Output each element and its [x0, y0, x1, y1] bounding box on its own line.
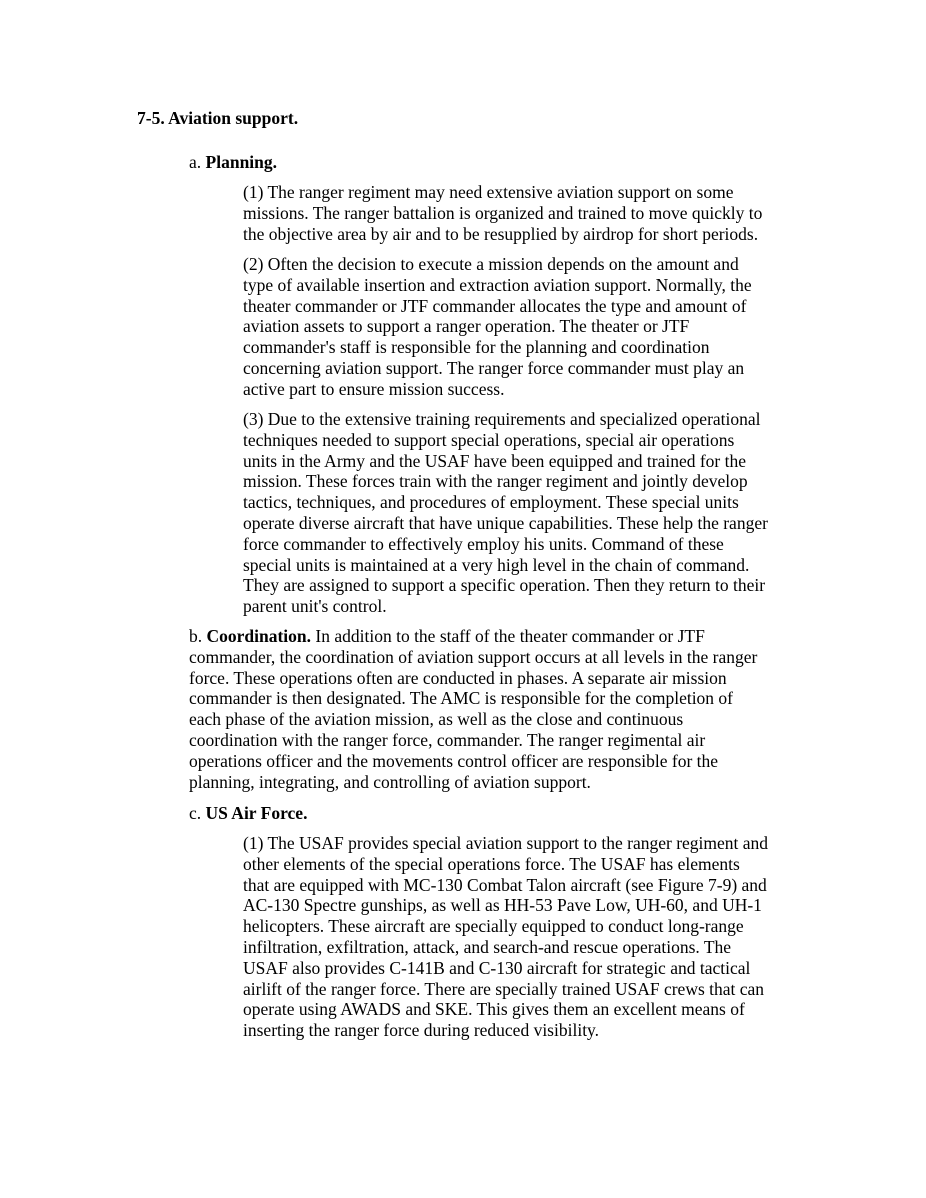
text-line: (2) Often the decision to execute a mission depends on the amount and: [243, 254, 739, 274]
text-line: concerning aviation support. The ranger force commander must play an: [243, 357, 745, 378]
text-line: (3) Due to the extensive training requirements and specialized operational: [243, 409, 761, 429]
text-line: missions. The ranger battalion is organized and trained to move quickly to: [243, 202, 763, 223]
text-line: operations officer and the movements control officer are responsible for the: [189, 750, 719, 771]
air-force-paragraph-1: [243, 833, 803, 1041]
text-line: coordination with the ranger force, commander. The ranger regimental air: [189, 729, 706, 750]
coordination-paragraph: [189, 626, 769, 792]
text-line: techniques needed to support special operations, special air operations: [243, 429, 735, 450]
subsection-b-lead: b.: [189, 626, 207, 646]
text-line: [189, 626, 769, 647]
text-line: units in the Army and the USAF have been equipped and trained for the: [243, 450, 747, 471]
text-line: parent unit's control.: [243, 596, 387, 617]
text-line: mission. These forces train with the ranger regiment and jointly develop: [243, 471, 748, 492]
text-line: (1) The ranger regiment may need extensive aviation support on some: [243, 182, 734, 202]
text-line: (1) The USAF provides special aviation support to the ranger regiment and: [243, 833, 769, 853]
subsection-a-lead: a.: [189, 152, 206, 172]
subsection-c-title: US Air Force.: [205, 803, 308, 823]
section-heading: 7-5. Aviation support.: [137, 108, 299, 128]
subsection-a-heading: [189, 152, 277, 173]
text-line: airlift of the ranger force. There are specially trained USAF crews that can: [243, 978, 765, 999]
text-line: helicopters. These aircraft are specially equipped to conduct long-range: [243, 916, 744, 937]
text-line: special units is maintained at a very high level in the chain of command.: [243, 554, 750, 575]
text-line: force. These operations often are conducted in phases. A separate air mission: [189, 667, 727, 688]
text-line: theater commander or JTF commander allocates the type and amount of: [243, 295, 747, 316]
planning-paragraph-1: [243, 182, 803, 244]
subsection-b-title: Coordination.: [206, 626, 312, 646]
text-line: each phase of the aviation mission, as well as the close and continuous: [189, 709, 684, 730]
text-line: operate diverse aircraft that have unique capabilities. These help the ranger: [243, 512, 768, 533]
subsection-a-title: Planning.: [205, 152, 278, 172]
subsection-c-lead: c.: [189, 803, 206, 823]
text-line: commander is then designated. The AMC is responsible for the completion of: [189, 688, 734, 709]
text-line: type of available insertion and extraction aviation support. Normally, the: [243, 274, 752, 295]
planning-paragraph-3: [243, 409, 803, 617]
coordination-first-line-text: In addition to the staff of the theater commander or JTF: [311, 626, 705, 646]
subsection-c-heading: [189, 803, 307, 824]
text-line: planning, integrating, and controlling of aviation support.: [189, 771, 591, 792]
text-line: other elements of the special operations force. The USAF has elements: [243, 853, 740, 874]
text-line: force commander to effectively employ his units. Command of these: [243, 533, 724, 554]
text-line: tactics, techniques, and procedures of employment. These special units: [243, 492, 739, 513]
text-line: commander's staff is responsible for the planning and coordination: [243, 337, 710, 358]
planning-paragraph-2: [243, 254, 803, 400]
text-line: AC-130 Spectre gunships, as well as HH-53 Pave Low, UH-60, and UH-1: [243, 895, 762, 916]
text-line: commander, the coordination of aviation support occurs at all levels in the ranger: [189, 646, 758, 667]
text-line: operate using AWADS and SKE. This gives them an excellent means of: [243, 999, 745, 1020]
text-line: that are equipped with MC-130 Combat Talon aircraft (see Figure 7-9) and: [243, 874, 767, 895]
text-line: USAF also provides C-141B and C-130 aircraft for strategic and tactical: [243, 957, 751, 978]
text-line: inserting the ranger force during reduced visibility.: [243, 1020, 600, 1041]
text-line: active part to ensure mission success.: [243, 378, 505, 399]
text-line: aviation assets to support a ranger operation. The theater or JTF: [243, 316, 690, 337]
text-line: They are assigned to support a specific operation. Then they return to their: [243, 575, 766, 596]
text-line: the objective area by air and to be resupplied by airdrop for short periods.: [243, 223, 759, 244]
text-line: infiltration, exfiltration, attack, and search-and rescue operations. The: [243, 936, 732, 957]
